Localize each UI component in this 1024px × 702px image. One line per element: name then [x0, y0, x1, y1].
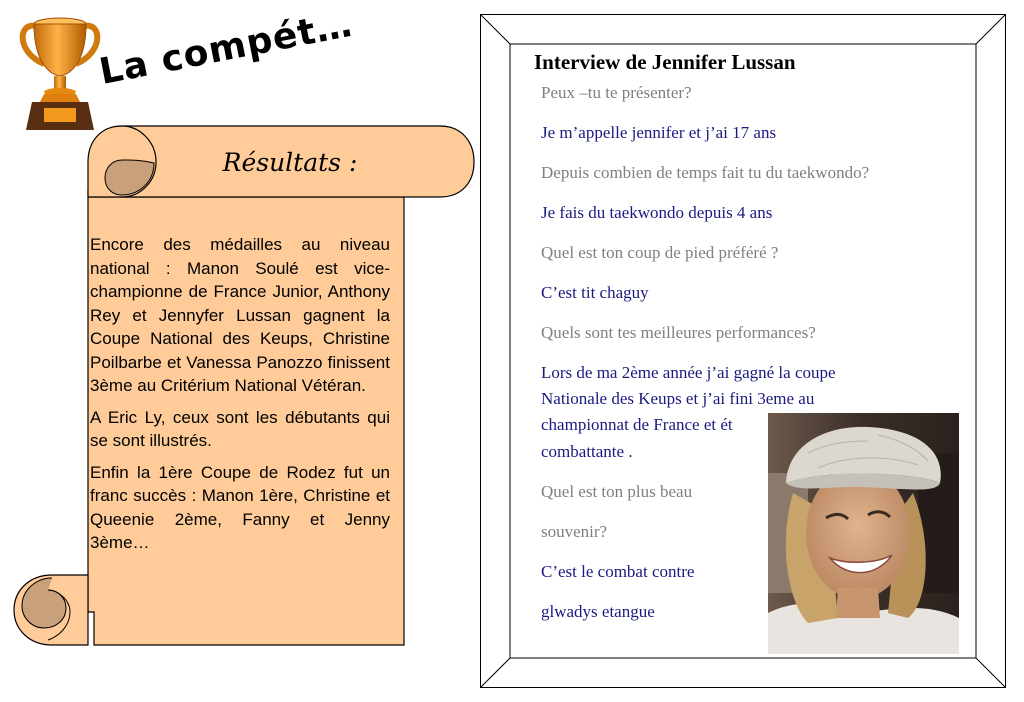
results-paragraph-3: Enfin la 1ère Coupe de Rodez fut un franc succès : Manon 1ère, Christine et Queenie 2ème, Fanny et Jenny 3ème… [90, 462, 390, 552]
results-title: Résultats : [222, 148, 358, 177]
interview-question: Quel est ton coup de pied préféré ? [541, 243, 779, 262]
interview-answer: championnat de France et ét [541, 415, 733, 434]
results-paragraph-1: Encore des médailles au niveau national : Manon Soulé est vice-championne de France Junior, Anthony Rey et Jennyfer Lussan gagnent la Coupe National des Keups, Christine Poilbarbe et Vanessa Panozzo finissent 3ème au Critérium National Vétéran. [90, 235, 390, 395]
interview-answer: glwadys etangue [541, 602, 655, 621]
page-title: La compét… [96, 3, 357, 93]
interview-question: souvenir? [541, 522, 608, 541]
interview-answer: Lors de ma 2ème année j’ai gagné la coupe [541, 363, 836, 382]
interview-answer: C’est tit chaguy [541, 283, 649, 302]
results-paragraph-2: A Eric Ly, ceux sont les débutants qui se sont illustrés. [90, 407, 390, 450]
interview-question: Peux –tu te présenter? [541, 83, 692, 102]
interview-answer: Je m’appelle jennifer et j’ai 17 ans [541, 123, 777, 142]
interview-question: Quel est ton plus beau [541, 482, 693, 501]
interview-answer: Je fais du taekwondo depuis 4 ans [541, 203, 773, 222]
portrait-photo [768, 413, 959, 654]
interview-question: Quels sont tes meilleures performances? [541, 323, 816, 342]
interview-answer: Nationale des Keups et j’ai fini 3eme au [541, 389, 815, 408]
interview-title: Interview de Jennifer Lussan [534, 50, 796, 74]
trophy-icon [14, 12, 106, 132]
interview-answer: combattante . [541, 442, 633, 461]
results-body [90, 233, 390, 563]
interview-question: Depuis combien de temps fait tu du taekwondo? [541, 163, 870, 182]
interview-answer: C’est le combat contre [541, 562, 695, 581]
